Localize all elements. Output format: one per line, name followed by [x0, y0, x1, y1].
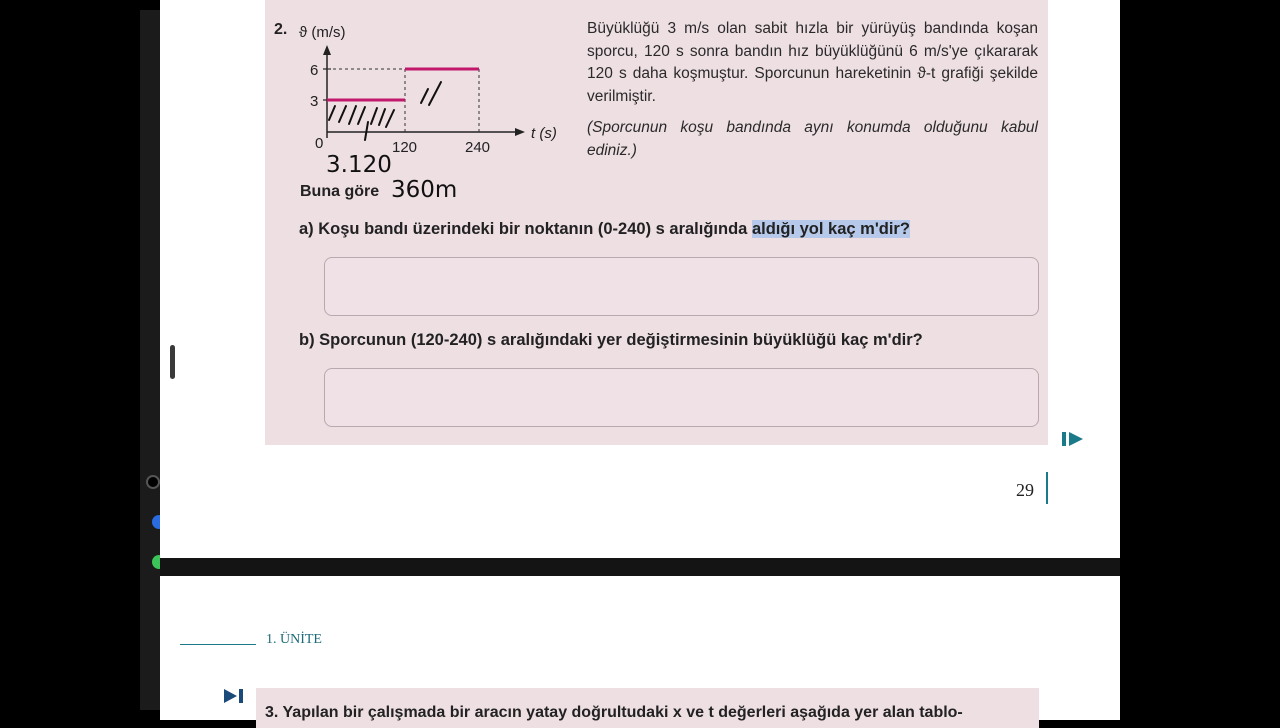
- page-number: 29: [1016, 480, 1034, 500]
- unit-label: 1. ÜNİTE: [266, 632, 322, 647]
- handwritten-answer: 360m: [391, 177, 458, 203]
- textbook-page-bottom: [160, 576, 1120, 720]
- question-paragraph: Büyüklüğü 3 m/s olan sabit hızla bir yürüyüş bandında koşan sporcu, 120 s sonra bandın hız büyüklüğünü 6 m/s'ye çıkararak 120 s daha koşmuştur. Sporcunun hareketinin ϑ-t grafiği şekilde verilmiştir.: [587, 20, 1038, 105]
- part-a-text: Koşu bandı üzerindeki bir noktanın (0-240) s aralığında: [318, 220, 748, 238]
- scroll-handle[interactable]: [170, 345, 175, 379]
- part-a-question: [299, 220, 910, 239]
- page-number-divider: [1046, 472, 1048, 504]
- question-number: 2.: [274, 21, 288, 38]
- unit-rule: [180, 644, 256, 645]
- answer-box-b[interactable]: [324, 368, 1039, 427]
- velocity-time-graph: [295, 10, 585, 170]
- answer-box-a[interactable]: [324, 257, 1039, 316]
- part-b-text: Sporcunun (120-240) s aralığındaki yer değiştirmesinin büyüklüğü kaç m'dir?: [319, 331, 923, 349]
- x-axis-label: t (s): [531, 125, 557, 142]
- page-separator: [160, 558, 1120, 576]
- y-tick-3: 3: [310, 93, 319, 110]
- buna-gore-label: Buna göre: [300, 183, 380, 200]
- y-tick-6: 6: [310, 62, 319, 79]
- part-a-highlighted-text: aldığı yol kaç m'dir?: [751, 220, 910, 238]
- question-3-text: 3. Yapılan bir çalışmada bir aracın yatay doğrultudaki x ve t değerleri aşağıda yer alan tablo-: [265, 704, 963, 721]
- textbook-page-top: [160, 0, 1120, 558]
- handwritten-calc: 3.120: [326, 152, 392, 178]
- x-tick-240: 240: [465, 139, 491, 156]
- left-black-margin: [0, 0, 160, 720]
- part-a-label: a): [299, 220, 314, 238]
- tool-dot-black[interactable]: [146, 475, 160, 489]
- x-tick-120: 120: [392, 139, 418, 156]
- part-b-question: [299, 331, 923, 350]
- part-b-label: b): [299, 331, 315, 349]
- question-note: (Sporcunun koşu bandında aynı konumda olduğunu kabul ediniz.): [587, 119, 1038, 159]
- x-tick-0: 0: [315, 135, 324, 152]
- y-axis-label: ϑ (m/s): [299, 24, 346, 41]
- section-start-icon: [224, 688, 244, 704]
- right-black-margin: [1120, 0, 1280, 720]
- continue-arrow-icon: [1062, 431, 1084, 447]
